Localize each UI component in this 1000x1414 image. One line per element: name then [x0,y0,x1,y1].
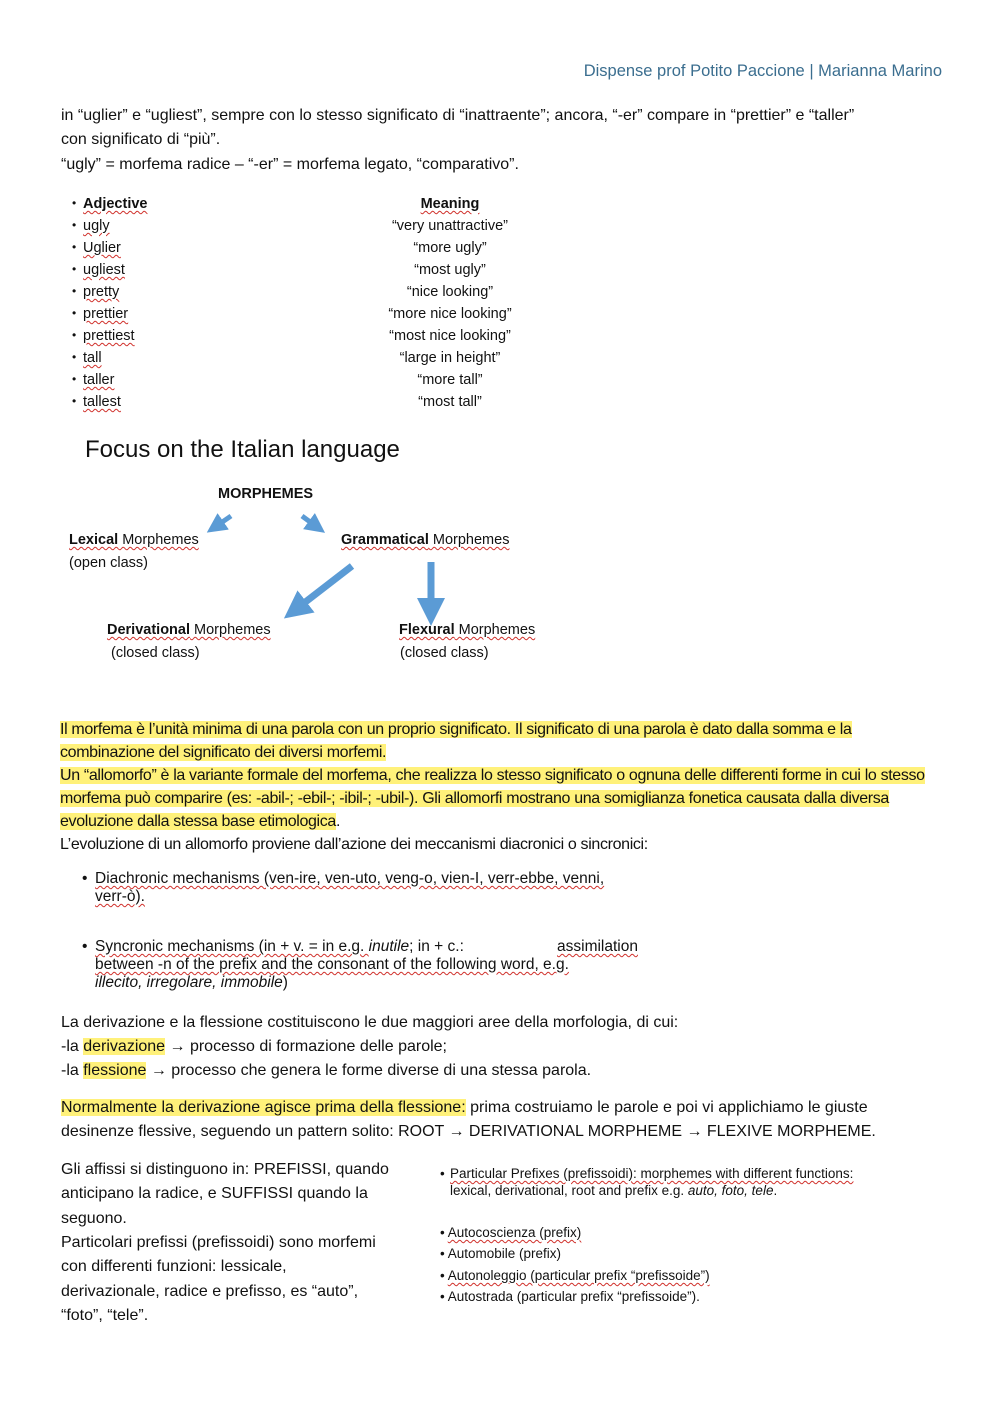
adjective-cell: prettier [83,306,129,322]
lexical-rest: Morphemes [118,532,199,548]
definition-line-2: combinazione del significato dei diversi morfemi. [60,744,387,761]
affixes-line: “foto”, “tele”. [61,1307,149,1324]
flexural-rest: Morphemes [454,622,536,638]
adjective-cell: taller [83,372,115,388]
bullet: • [72,196,77,210]
morphology-areas-line: La derivazione e la flessione costituiscono le due maggiori aree della morfologia, di cui: [61,1014,679,1031]
syncronic-assimilation: assimilation [557,938,638,955]
list-item: • Autonoleggio (particular prefix “prefissoide”) [440,1268,710,1283]
adjective-cell: prettiest [83,328,135,344]
affixes-line: con differenti funzioni: lessicale, [61,1258,287,1275]
list-item: • Automobile (prefix) [440,1246,562,1261]
meaning-cell: “most nice looking” [389,328,511,344]
table-row: • pretty “nice looking” [72,284,494,300]
order-line-2: desinenze flessive, seguendo un pattern solito: ROOT → DERIVATIONAL MORPHEME → FLEXIVE MORPHEME. [61,1123,876,1140]
affixes-line: Particolari prefissi (prefissoidi) sono morfemi [61,1234,376,1251]
meaning-cell: “more tall” [417,372,483,388]
grammatical-rest: Morphemes [428,532,510,548]
flexural-class-label: (closed class) [400,645,489,661]
table-row: • prettier “more nice looking” [72,306,512,322]
arrow-to-derivational [295,566,352,610]
derivational-class-label: (closed class) [111,645,200,661]
table-row: • tallest “most tall” [72,394,482,410]
affixes-line: seguono. [61,1210,127,1227]
affixes-line: anticipano la radice, e SUFFISSI quando la [61,1185,368,1202]
table-row: • tall “large in height” [72,350,501,366]
table-row: • taller “more tall” [72,372,483,388]
morphemes-root-label: MORPHEMES [218,486,314,502]
allomorph-line-1: Un “allomorfo” è la variante formale del morfema, che realizza lo stesso significato o ognuna delle differenti forme in cui lo stesso [60,767,925,784]
derivational-rest: Morphemes [190,622,271,638]
arrow-to-grammatical [302,516,317,527]
adjective-cell: ugly [83,218,110,234]
header-meaning: Meaning [420,196,480,212]
particular-prefixes-line-2: lexical, derivational, root and prefix e.g. auto, foto, tele. [450,1183,778,1198]
adjective-cell: ugliest [83,262,125,278]
derivational-bold: Derivational [107,622,190,638]
meaning-cell: “most ugly” [414,262,486,278]
adjective-cell: tall [83,350,102,366]
meaning-cell: “large in height” [399,350,501,366]
table-row: • Uglier “more ugly” [72,240,487,256]
syncronic-line-3: illecito, irregolare, immobile) [95,974,288,991]
meaning-cell: “very unattractive” [391,218,509,234]
header-adjective: Adjective [83,196,148,212]
derivation-line: -la derivazione → processo di formazione delle parole; [61,1038,447,1055]
allomorph-line-3: evoluzione dalla stessa base etimologica. [60,813,341,830]
intro-line-1: in “uglier” e “ugliest”, sempre con lo stesso significato di “inattraente”; ancora, “-er” compare in “prettier” e “taller” [61,107,855,124]
intro-line-2: con significato di “più”. [61,131,221,148]
flexural-bold: Flexural [399,622,455,638]
definition-line-1: Il morfema è l’unità minima di una parola con un proprio significato. Il significato di una parola è dato dalla somma e la [60,721,852,738]
intro-line-3: “ugly” = morfema radice – “-er” = morfema legato, “comparativo”. [61,156,519,173]
arrow-to-lexical [215,516,231,527]
grammatical-bold: Grammatical [341,532,429,548]
meaning-cell: “nice looking” [406,284,494,300]
evolution-line: L’evoluzione di un allomorfo proviene dall’azione dei meccanismi diacronici o sincronici: [60,836,648,853]
meaning-cell: “most tall” [418,394,482,410]
diachronic-line-1: Diachronic mechanisms (ven-ire, ven-uto, veng-o, vien-I, verr-ebbe, venni, [95,870,605,887]
table-row: • prettiest “most nice looking” [72,328,511,344]
list-item: • Autocoscienza (prefix) [440,1225,582,1240]
meaning-cell: “more nice looking” [388,306,512,322]
lexical-class-label: (open class) [69,555,148,571]
allomorph-line-2: morfema può comparire (es: -abil-; -ebil-; -ibil-; -ubil-). Gli allomorfi mostrano una somiglianza fonetica causata dalla diversa [60,790,889,807]
syncronic-line-1: Syncronic mechanisms (in + v. = in e.g. inutile; in + c.: [95,938,464,955]
diagram-arrows [0,0,1000,700]
affixes-line: derivazionale, radice e prefisso, es “auto”, [61,1283,359,1300]
diachronic-line-2: verr-ò). [95,888,145,905]
focus-title: Focus on the Italian language [85,436,400,463]
meaning-cell: “more ugly” [413,240,487,256]
syncronic-line-2: between -n of the prefix and the consonant of the following word, e.g. [95,956,569,973]
adjective-cell: Uglier [83,240,121,256]
bullet: • [82,938,88,955]
adjective-cell: tallest [83,394,121,410]
adjective-cell: pretty [83,284,120,300]
bullet: • [440,1166,445,1181]
order-line-1: Normalmente la derivazione agisce prima della flessione: prima costruiamo le parole e poi vi applichiamo le giuste [61,1099,868,1116]
table-row: • ugly “very unattractive” [72,218,509,234]
table-row: • ugliest “most ugly” [72,262,486,278]
affixes-line: Gli affissi si distinguono in: PREFISSI, quando [61,1161,389,1178]
page-header: Dispense prof Potito Paccione | Marianna Marino [583,62,942,80]
flexion-line: -la flessione → processo che genera le forme diverse di una stessa parola. [61,1062,592,1079]
lexical-bold: Lexical [69,532,119,548]
particular-prefixes-line-1: Particular Prefixes (prefissoidi): morphemes with different functions: [450,1166,854,1181]
list-item: • Autostrada (particular prefix “prefissoide”). [440,1289,700,1304]
bullet: • [82,870,88,887]
